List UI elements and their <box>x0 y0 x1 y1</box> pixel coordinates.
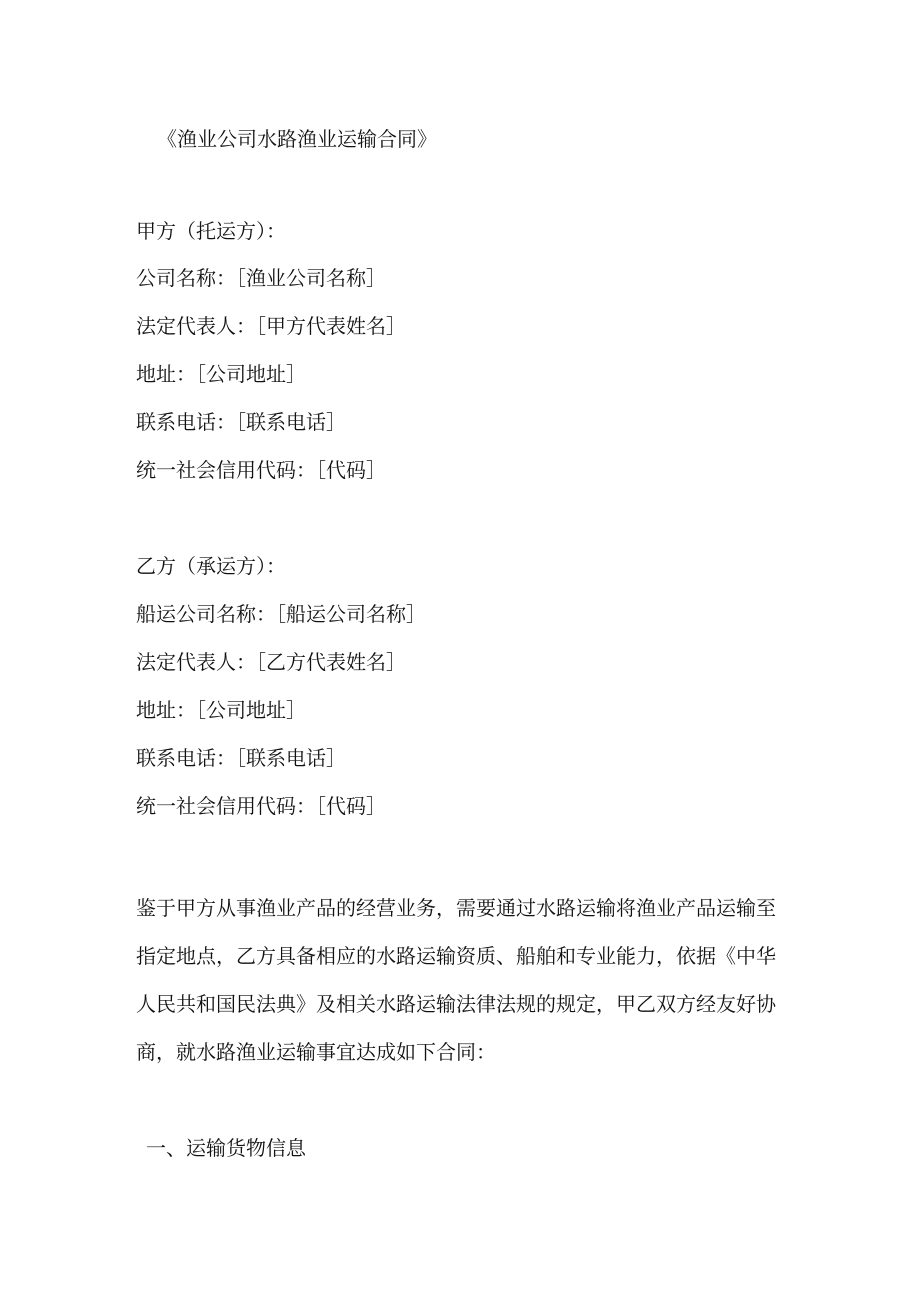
party-b-credit-code: 统一社会信用代码：［代码］ <box>136 794 386 818</box>
party-a-company: 公司名称：［渔业公司名称］ <box>136 266 386 290</box>
party-b-phone: 联系电话：［联系电话］ <box>136 746 346 770</box>
party-b-address: 地址：［公司地址］ <box>136 698 306 722</box>
party-a-phone: 联系电话：［联系电话］ <box>136 410 346 434</box>
party-b-representative: 法定代表人：［乙方代表姓名］ <box>136 650 406 674</box>
preamble-line: 人民共和国民法典》及相关水路运输法律法规的规定，甲乙双方经友好协 <box>136 992 776 1016</box>
party-b-heading: 乙方（承运方）： <box>136 554 286 578</box>
party-a-credit-code: 统一社会信用代码：［代码］ <box>136 458 386 482</box>
party-a-address: 地址：［公司地址］ <box>136 362 306 386</box>
preamble-line: 商，就水路渔业运输事宜达成如下合同： <box>136 1040 496 1064</box>
party-a-heading: 甲方（托运方）： <box>136 219 286 243</box>
party-a-representative: 法定代表人：［甲方代表姓名］ <box>136 314 406 338</box>
section-heading: 一、运输货物信息 <box>146 1136 306 1160</box>
preamble-line: 鉴于甲方从事渔业产品的经营业务，需要通过水路运输将渔业产品运输至 <box>136 896 776 920</box>
preamble-paragraph <box>136 884 786 1076</box>
document-title: 《渔业公司水路渔业运输合同》 <box>157 127 437 151</box>
preamble-line: 指定地点，乙方具备相应的水路运输资质、船舶和专业能力，依据《中华 <box>136 944 776 968</box>
party-b-company: 船运公司名称：［船运公司名称］ <box>136 602 426 626</box>
